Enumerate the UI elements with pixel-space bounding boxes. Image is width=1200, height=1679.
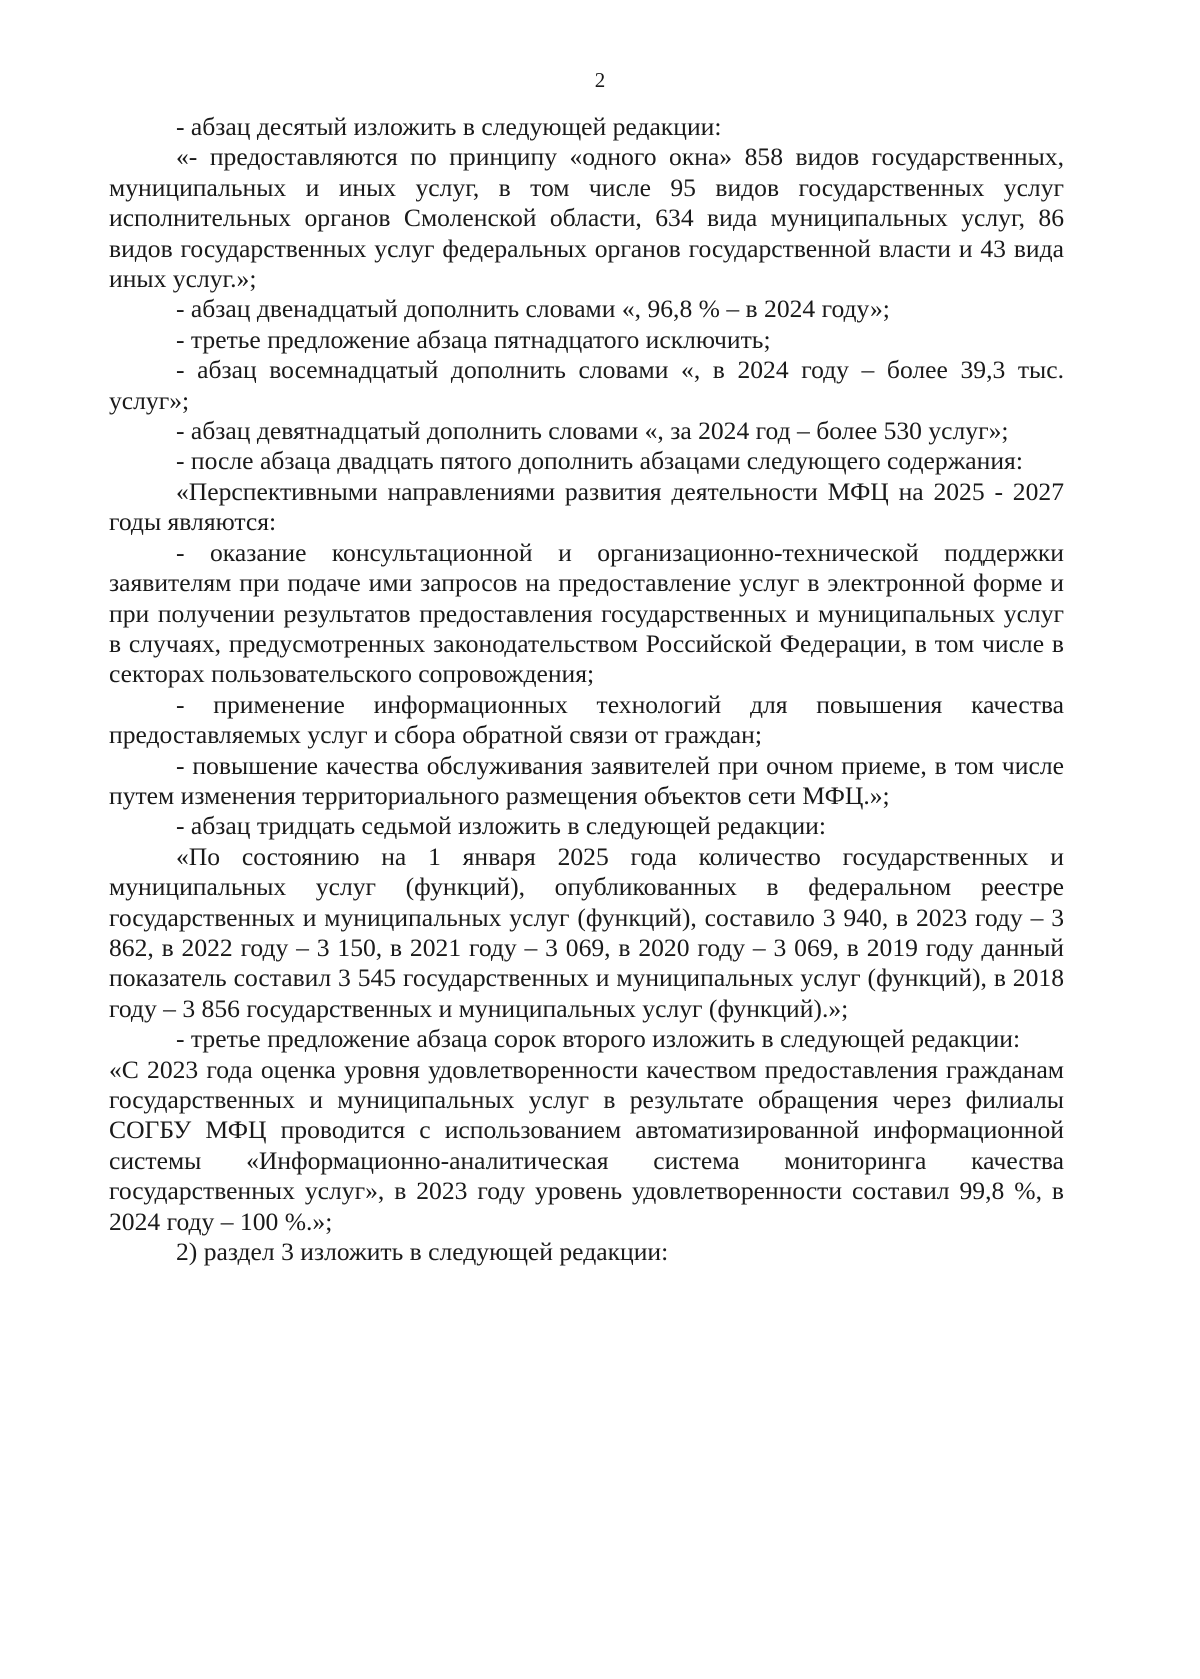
paragraph: - абзац тридцать седьмой изложить в следующей редакции:: [176, 811, 826, 841]
paragraph: - повышение качества обслуживания заявителей при очном приеме, в том числе путем изменения территориального размещения объектов сети МФЦ.»;: [109, 750, 1064, 810]
paragraph: «- предоставляются по принципу «одного окна» 858 видов государственных, муниципальных и иных услуг, в том числе 95 видов государственных услуг исполнительных органов Смоленской области, 634 вида муниципальных услуг, 86 видов государственных услуг федеральных органов государственной власти и 43 вида иных услуг.»;: [109, 142, 1064, 294]
page-number: 2: [594, 68, 606, 92]
paragraph: «Перспективными направлениями развития деятельности МФЦ на 2025 - 2027 годы являются:: [109, 476, 1064, 537]
paragraph: «По состоянию на 1 января 2025 года количество государственных и муниципальных услуг (функций), опубликованных в федеральном реестре государственных и муниципальных услуг (функций), составило 3 940, в 2023 году – 3 862, в 2022 году – 3 150, в 2021 году – 3 069, в 2020 году – 3 069, в 2019 году данный показатель составил 3 545 государственных и муниципальных услуг (функций), в 2018 году – 3 856 государственных и муниципальных услуг (функций).»;: [109, 841, 1064, 1023]
paragraph: - абзац девятнадцатый дополнить словами «, за 2024 год – более 530 услуг»;: [176, 416, 1009, 446]
paragraph: - после абзаца двадцать пятого дополнить абзацами следующего содержания:: [176, 446, 1023, 476]
paragraph: - третье предложение абзаца пятнадцатого исключить;: [176, 324, 771, 354]
paragraph: - третье предложение абзаца сорок второго изложить в следующей редакции:: [176, 1024, 1021, 1054]
paragraph: - абзац двенадцатый дополнить словами «, 96,8 % – в 2024 году»;: [176, 294, 890, 324]
paragraph: - абзац десятый изложить в следующей редакции:: [176, 112, 722, 141]
paragraph: 2) раздел 3 изложить в следующей редакции:: [176, 1237, 669, 1267]
paragraph: - абзац восемнадцатый дополнить словами «, в 2024 году – более 39,3 тыс. услуг»;: [109, 355, 1064, 415]
document-body: [109, 112, 1064, 1267]
paragraph: «С 2023 года оценка уровня удовлетворенности качеством предоставления гражданам государственных и муниципальных услуг в результате обращения через филиалы СОГБУ МФЦ проводится с использованием автоматизированной информационной системы «Информационно-аналитическая система мониторинга качества государственных услуг», в 2023 году уровень удовлетворенности составил 99,8 %, в 2024 году – 100 %.»;: [109, 1054, 1064, 1236]
paragraph: - оказание консультационной и организационно-технической поддержки заявителям при подаче ими запросов на предоставление услуг в электронной форме и при получении результатов предоставления государственных и муниципальных услуг в случаях, предусмотренных законодательством Российской Федерации, в том числе в секторах пользовательского сопровождения;: [109, 537, 1064, 689]
paragraph: - применение информационных технологий для повышения качества предоставляемых услуг и сбора обратной связи от граждан;: [109, 689, 1064, 750]
